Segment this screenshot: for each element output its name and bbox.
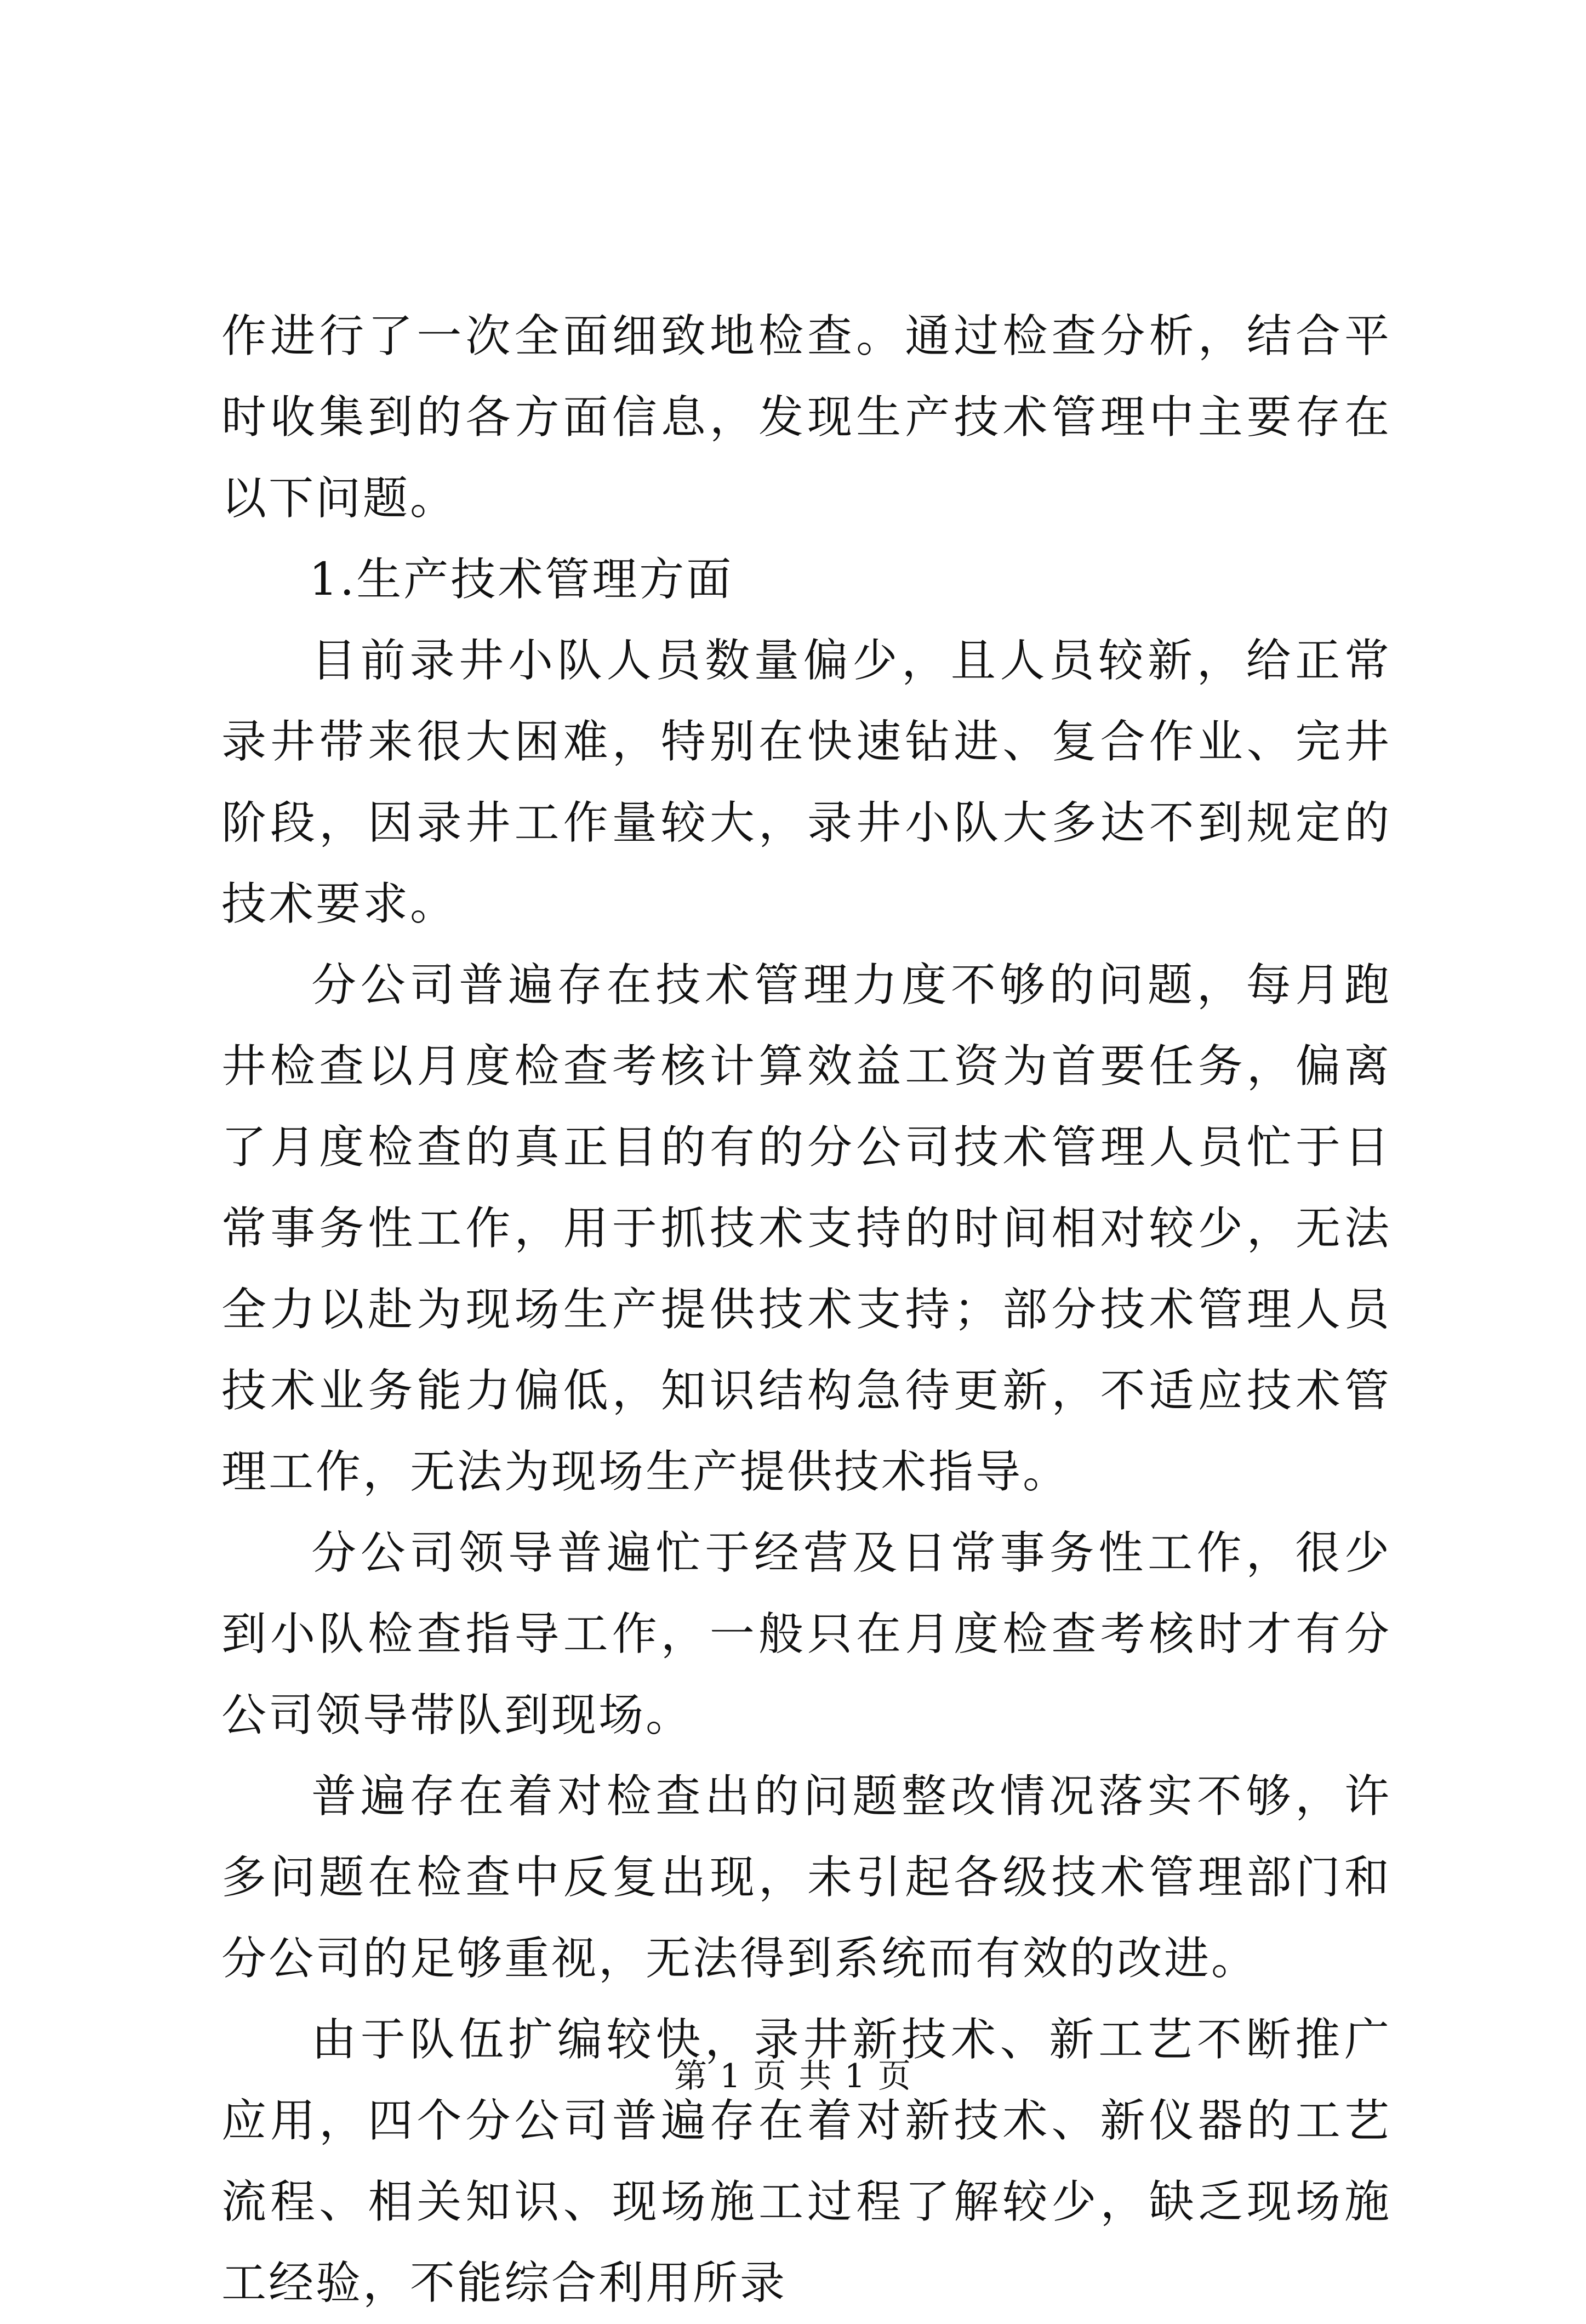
paragraph-rectification: 普遍存在着对检查出的问题整改情况落实不够，许多问题在检查中反复出现，未引起各级技术管理部门和分公司的足够重视，无法得到系统而有效的改进。 xyxy=(221,1770,1391,1985)
paragraph-technical-management: 分公司普遍存在技术管理力度不够的问题，每月跑井检查以月度检查考核计算效益工资为首要任务，偏离了月度检查的真正目的有的分公司技术管理人员忙于日常事务性工作，用于抓技术支持的时间相对较少，无法全力以赴为现场生产提供技术支持；部分技术管理人员技术业务能力偏低，知识结构急待更新，不适应技术管理工作，无法为现场生产提供技术指导。 xyxy=(221,959,1391,1498)
section-heading: 1.生产技术管理方面 xyxy=(309,554,734,606)
paragraph-leadership: 分公司领导普遍忙于经营及日常事务性工作，很少到小队检查指导工作，一般只在月度检查考核时才有分公司领导带队到现场。 xyxy=(221,1527,1391,1741)
paragraph-continuation: 作进行了一次全面细致地检查。通过检查分析，结合平时收集到的各方面信息，发现生产技术管理中主要存在以下问题。 xyxy=(221,310,1391,525)
page-number-footer: 第 1 页 共 1 页 xyxy=(674,2057,912,2095)
paragraph-new-technology: 由于队伍扩编较快，录井新技术、新工艺不断推广应用，四个分公司普遍存在着对新技术、新仪器的工艺流程、相关知识、现场施工过程了解较少，缺乏现场施工经验，不能综合利用所录 xyxy=(221,2014,1391,2309)
paragraph-staffing: 目前录井小队人员数量偏少，且人员较新，给正常录井带来很大困难，特别在快速钻进、复合作业、完井阶段，因录井工作量较大，录井小队大多达不到规定的技术要求。 xyxy=(221,635,1391,930)
document-body xyxy=(221,296,1391,2324)
